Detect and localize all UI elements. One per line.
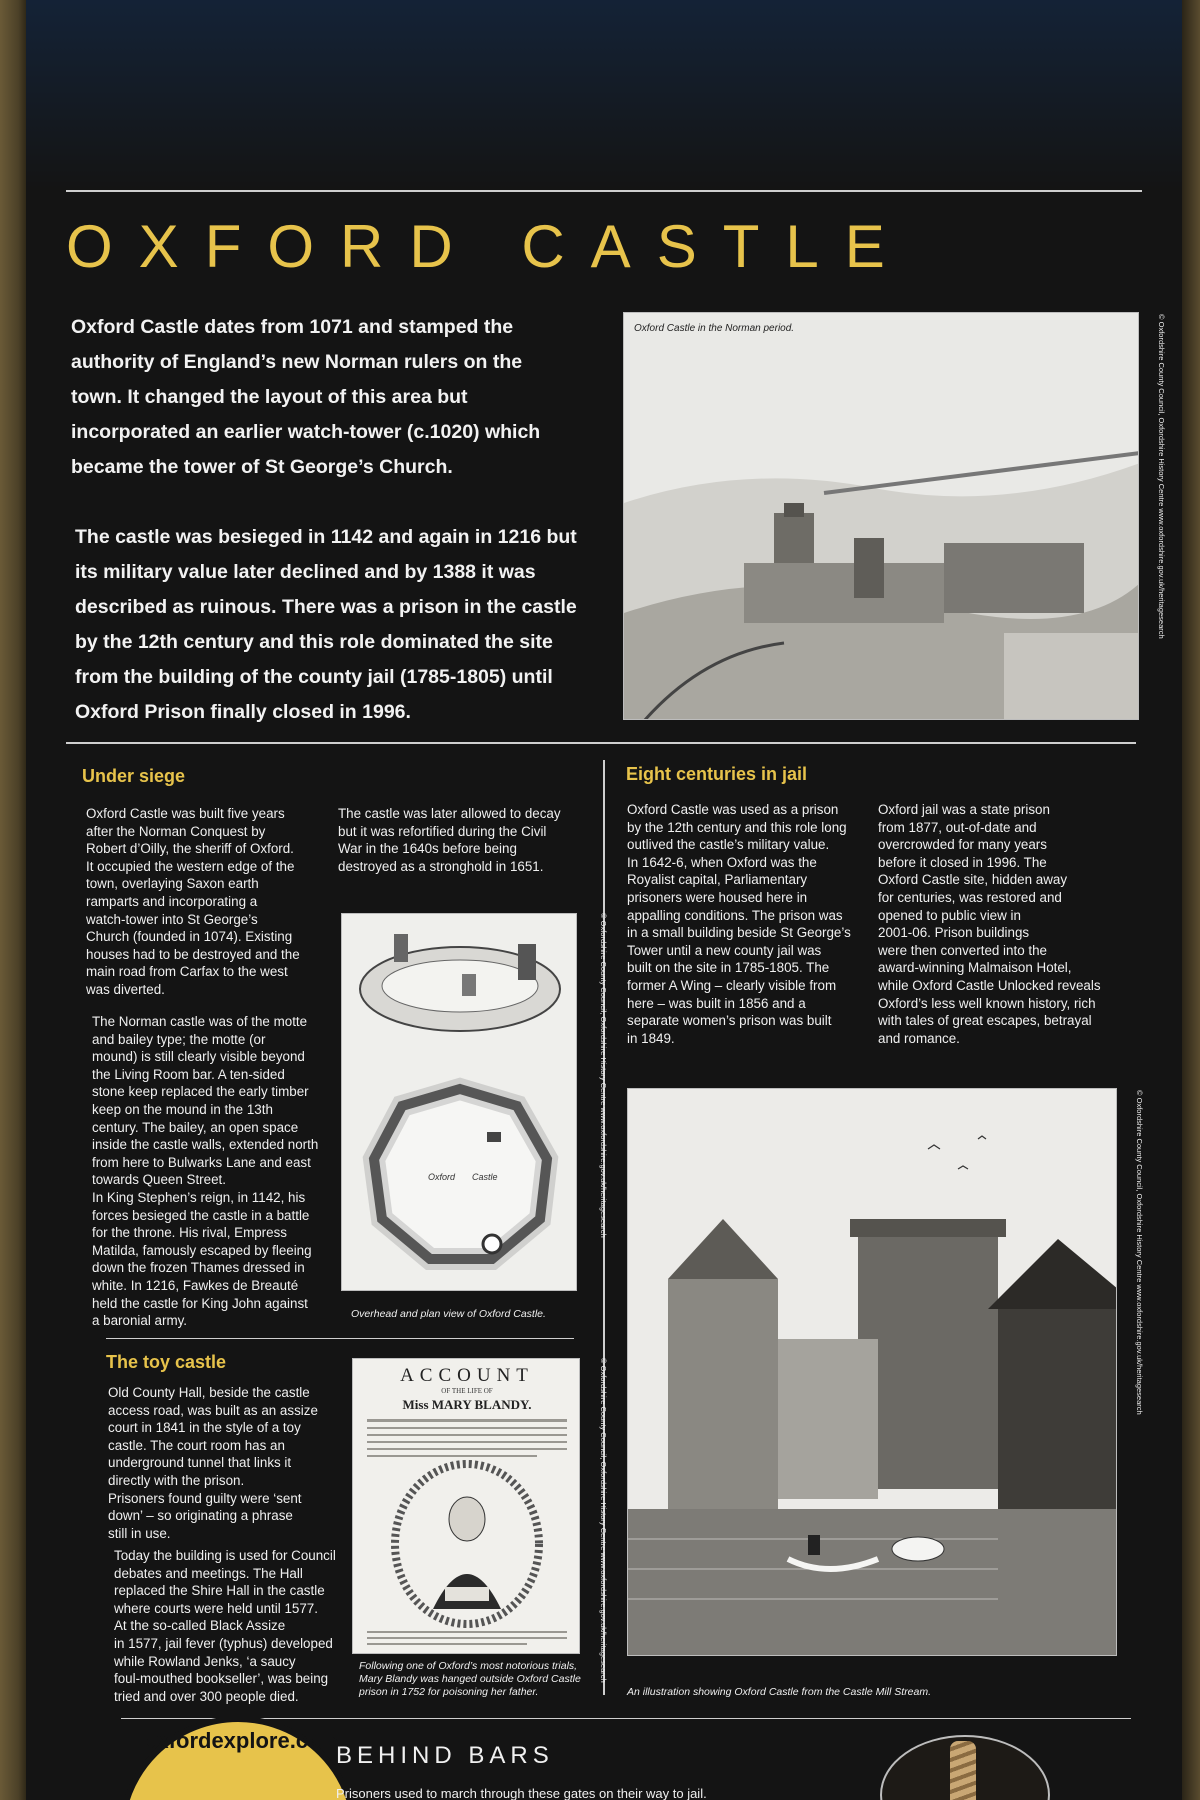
text-line: Royalist capital, Parliamentary [627, 872, 808, 888]
jail-heading: Eight centuries in jail [626, 764, 808, 784]
text-line: held the castle for King John against [92, 1295, 308, 1311]
text-line: It occupied the western edge of the [86, 858, 295, 874]
under-siege-heading: Under siege [82, 766, 186, 786]
text-line: houses had to be destroyed and the [86, 946, 300, 962]
blandy-image-caption [359, 1660, 581, 1699]
portrait-drawing [353, 1359, 580, 1654]
text-line: the Living Room bar. A ten-sided [92, 1066, 285, 1082]
plan-image-credit: © Oxfordshire County Council, Oxfordshire History Centre www.oxfordshire.gov.uk/heritagesearch [599, 913, 608, 1238]
print-subtitle: OF THE LIFE OF [441, 1387, 493, 1395]
text-line: mound) is still clearly visible beyond [92, 1049, 305, 1065]
toy-castle-text-2 [114, 1547, 336, 1705]
text-line: by the 12th century and this role long [627, 819, 847, 835]
plan-image-caption: Overhead and plan view of Oxford Castle. [351, 1308, 546, 1320]
caption-line: Mary Blandy was hanged outside Oxford Castle [359, 1673, 581, 1685]
text-line: outlived the castle’s military value. [627, 837, 830, 853]
text-line: down the frozen Thames dressed in [92, 1260, 305, 1276]
text-line: from 1877, out-of-date and [878, 819, 1037, 835]
text-line: a baronial army. [92, 1313, 188, 1329]
text-line: century. The bailey, an open space [92, 1119, 299, 1135]
text-line: 2001-06. Prison buildings [878, 925, 1030, 941]
text-line: inside the castle walls, extended north [92, 1137, 319, 1153]
text-line: In King Stephen’s reign, in 1142, his [92, 1189, 306, 1205]
text-line: Matilda, famously escaped by fleeing [92, 1242, 312, 1258]
jail-text-2 [878, 801, 1101, 1047]
text-line: and romance. [878, 1030, 960, 1046]
text-line: but it was refortified during the Civil [338, 823, 547, 839]
text-line: while Oxford Castle Unlocked reveals [878, 977, 1101, 993]
text-line: Robert d’Oilly, the sheriff of Oxford. [86, 841, 294, 857]
bottom-rule [121, 1718, 1131, 1719]
print-title: ACCOUNT [400, 1365, 534, 1386]
text-line: foul-mouthed bookseller’, was being [114, 1671, 329, 1687]
norman-castle-illustration [623, 312, 1139, 720]
right-sign-post [1182, 0, 1200, 1800]
text-line: in 1577, jail fever (typhus) developed [114, 1635, 333, 1651]
text-line: Church (founded in 1074). Existing [86, 929, 293, 945]
intro-line: from the building of the county jail (1785-1805) until [75, 666, 553, 688]
norman-image-caption: Oxford Castle in the Norman period. [634, 323, 795, 334]
text-line: War in the 1640s before being [338, 841, 517, 857]
mary-blandy-print [352, 1358, 580, 1654]
text-line: Today the building is used for Council [114, 1548, 336, 1563]
sign-title: OXFORD CASTLE [66, 213, 911, 280]
text-line: in 1849. [627, 1030, 675, 1046]
behind-bars-title: BEHIND BARS [336, 1742, 554, 1769]
intro-line: became the tower of St George’s Church. [71, 456, 453, 478]
text-line: award-winning Malmaison Hotel, [878, 960, 1072, 976]
text-line: main road from Carfax to the west [86, 964, 288, 980]
intro-line: Oxford Castle dates from 1071 and stamped the [71, 316, 514, 338]
text-line: Old County Hall, beside the castle [108, 1385, 310, 1400]
text-line: for centuries, was restored and [878, 889, 1062, 905]
text-line: appalling conditions. The prison was [627, 907, 843, 923]
text-line: former A Wing – clearly visible from [627, 977, 837, 993]
text-line: Oxford Castle was built five years [86, 806, 285, 821]
text-line: debates and meetings. The Hall [114, 1565, 303, 1581]
text-line: tried and over 300 people died. [114, 1688, 299, 1704]
section-rule [106, 1338, 574, 1339]
caption-line: prison in 1752 for poisoning her father. [359, 1686, 539, 1698]
top-rule [66, 190, 1142, 192]
text-line: and bailey type; the motte (or [92, 1031, 266, 1047]
text-line: still in use. [108, 1525, 171, 1541]
text-line: where courts were held until 1577. [114, 1600, 318, 1616]
behind-bars-subtitle: Prisoners used to march through these gates on their way to jail. [336, 1786, 707, 1800]
text-line: for the throne. His rival, Empress [92, 1225, 287, 1241]
text-line: opened to public view in [878, 907, 1021, 923]
text-line: town, overlaying Saxon earth [86, 876, 259, 892]
text-line: Oxford Castle was used as a prison [627, 802, 839, 817]
text-line: down’ – so originating a phrase [108, 1508, 293, 1524]
text-line: were then converted into the [878, 942, 1047, 958]
text-line: after the Norman Conquest by [86, 823, 266, 839]
text-line: from here to Bulwarks Lane and east [92, 1154, 311, 1170]
text-line: replaced the Shire Hall in the castle [114, 1583, 325, 1599]
toy-castle-heading: The toy castle [106, 1352, 227, 1372]
text-line: The Norman castle was of the motte [92, 1014, 308, 1029]
blandy-image-credit: © Oxfordshire County Council, Oxfordshire History Centre www.oxfordshire.gov.uk/heritagesearch [599, 1358, 608, 1683]
mill-stream-illustration [627, 1088, 1117, 1656]
information-sign [26, 0, 1182, 1800]
text-line: ramparts and incorporating a [86, 893, 258, 909]
print-name: Miss MARY BLANDY. [402, 1397, 532, 1412]
text-line: Oxford’s less well known history, rich [878, 995, 1096, 1011]
under-siege-text-3 [338, 805, 561, 875]
text-line: destroyed as a stronghold in 1651. [338, 858, 544, 874]
text-line: At the so-called Black Assize [114, 1618, 286, 1634]
glass-reflection [26, 0, 1182, 190]
text-line: towards Queen Street. [92, 1172, 226, 1188]
caption-line: Following one of Oxford’s most notorious trials, [359, 1660, 578, 1672]
text-line: here – was built in 1856 and a [627, 995, 806, 1011]
text-line: The castle was later allowed to decay [338, 806, 561, 821]
plan-label-oxford: Oxford [428, 1172, 456, 1182]
text-line: before it closed in 1996. The [878, 854, 1047, 870]
plan-label-castle: Castle [472, 1172, 498, 1182]
text-line: Oxford Castle site, hidden away [878, 872, 1068, 888]
castle-drawing [624, 313, 1139, 720]
noose-icon [950, 1741, 976, 1800]
intro-line: described as ruinous. There was a prison in the castle [75, 596, 577, 618]
text-line: overcrowded for many years [878, 837, 1047, 853]
intro-line: town. It changed the layout of this area but [71, 386, 468, 408]
text-line: court in 1841 in the style of a toy [108, 1420, 301, 1436]
text-line: separate women’s prison was built [627, 1013, 832, 1029]
intro-paragraph-1 [71, 310, 540, 485]
text-line: castle. The court room has an [108, 1437, 285, 1453]
text-line: forces besieged the castle in a battle [92, 1207, 310, 1223]
text-line: was diverted. [86, 981, 165, 997]
intro-line: The castle was besieged in 1142 and again in 1216 but [75, 526, 577, 548]
text-line: watch-tower into St George’s [86, 911, 258, 927]
mill-image-credit: © Oxfordshire County Council, Oxfordshire History Centre www.oxfordshire.gov.uk/heritagesearch [1135, 1090, 1144, 1415]
intro-line: by the 12th century and this role dominated the site [75, 631, 553, 653]
text-line: underground tunnel that links it [108, 1455, 292, 1471]
text-line: Prisoners found guilty were ‘sent [108, 1490, 302, 1506]
text-line: Oxford jail was a state prison [878, 802, 1050, 817]
under-siege-text-1 [86, 805, 300, 999]
mill-image-caption: An illustration showing Oxford Castle from the Castle Mill Stream. [627, 1686, 932, 1698]
text-line: Tower until a new county jail was [627, 942, 822, 958]
text-line: keep on the mound in the 13th [92, 1101, 273, 1117]
intro-paragraph-2 [75, 520, 577, 730]
norman-image-credit: © Oxfordshire County Council, Oxfordshire History Centre www.oxfordshire.gov.uk/heritagesearch [1157, 314, 1166, 639]
logo-text: oxfordexplore.com [143, 1728, 342, 1753]
intro-line: Oxford Prison finally closed in 1996. [75, 701, 411, 723]
intro-line: authority of England’s new Norman rulers on the [71, 351, 523, 373]
text-line: directly with the prison. [108, 1472, 245, 1488]
intro-line: incorporated an earlier watch-tower (c.1020) which [71, 421, 541, 443]
text-line: with tales of great escapes, betrayal [878, 1013, 1092, 1029]
text-line: prisoners were housed here in [627, 889, 808, 905]
text-line: In 1642-6, when Oxford was the [627, 854, 817, 870]
text-line: in a small building beside St George’s [627, 925, 851, 941]
castle-plan-illustration [341, 913, 577, 1291]
intro-line: its military value later declined and by 1388 it was [75, 561, 536, 583]
jail-text-1 [627, 801, 851, 1047]
plan-drawing [342, 914, 577, 1291]
mill-stream-drawing [628, 1089, 1117, 1656]
text-line: built on the site in 1785-1805. The [627, 960, 830, 976]
toy-castle-text-1 [108, 1384, 318, 1542]
under-siege-text-2 [92, 1013, 318, 1330]
text-line: while Rowland Jenks, ‘a saucy [114, 1653, 296, 1669]
text-line: white. In 1216, Fawkes de Breauté [92, 1277, 299, 1293]
middle-rule [66, 742, 1136, 744]
text-line: access road, was built as an assize [108, 1402, 318, 1418]
text-line: stone keep replaced the early timber [92, 1084, 309, 1100]
left-sign-post [0, 0, 26, 1800]
